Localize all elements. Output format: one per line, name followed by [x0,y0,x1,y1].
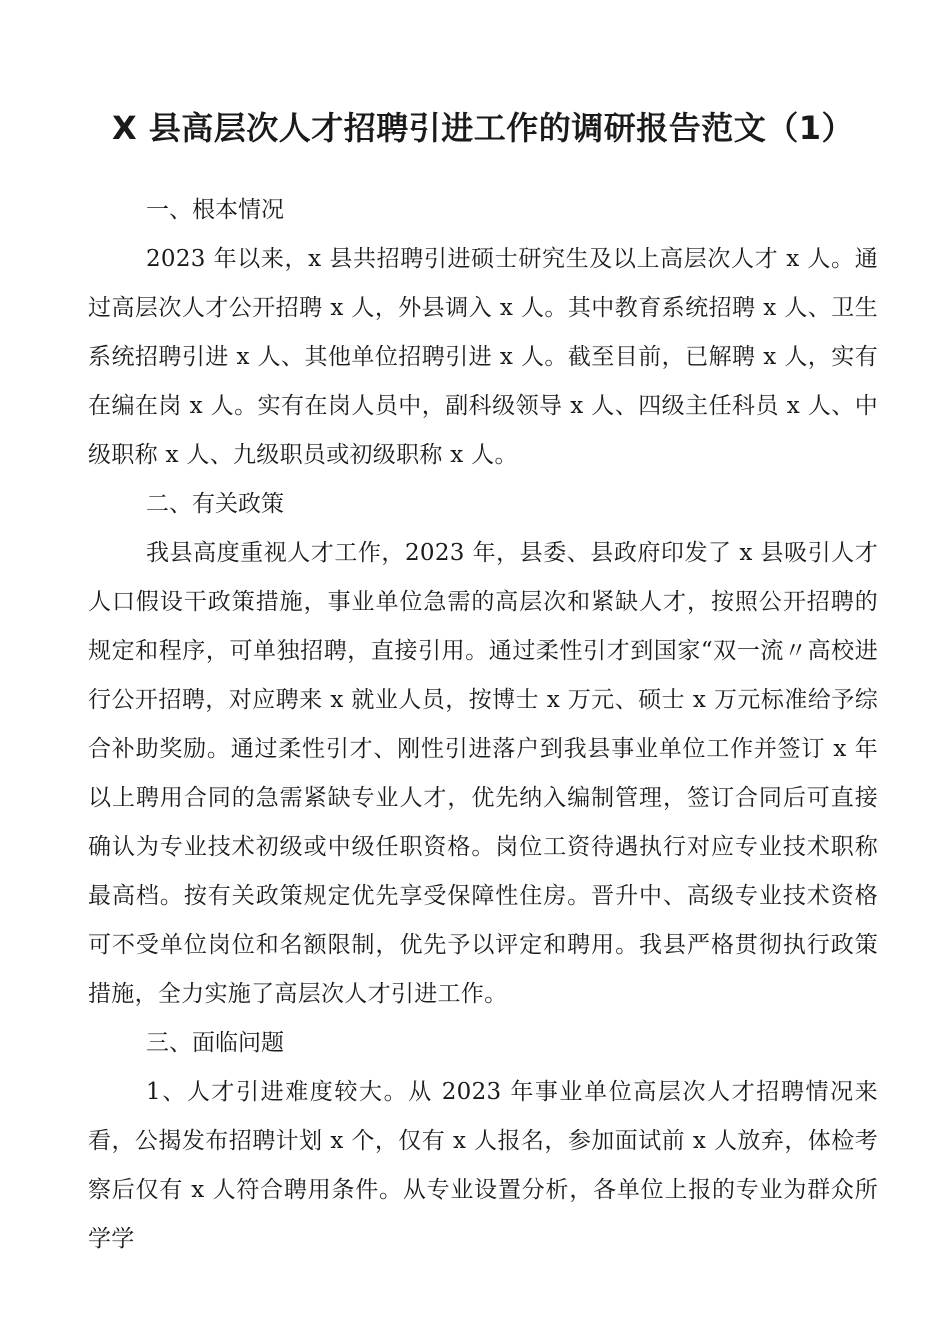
section-heading: 三、面临问题 [146,1030,284,1056]
section-heading: 一、根本情况 [146,197,284,223]
section-basic-situation [88,186,878,480]
section-heading: 二、有关政策 [146,491,284,517]
document-title: X 县高层次人才招聘引进工作的调研报告范文（1） [111,109,855,147]
paragraph: 2023 年以来，x 县共招聘引进硕士研究生及以上高层次人才 x 人。通过高层次人才公开招聘 x 人，外县调入 x 人。其中教育系统招聘 x 人、卫生系统招聘引进 x 人、其他单位招聘引进 x 人。截至目前，已解聘 x 人，实有在编在岗 x 人。实有在岗人员中，副科级领导 x 人、四级主任科员 x 人、中级职称 x 人、九级职员或初级职称 x 人。 [88,246,878,468]
section-related-policies [88,480,878,1019]
paragraph: 我县高度重视人才工作，2023 年，县委、县政府印发了 x 县吸引人才人口假设干政策措施，事业单位急需的高层次和紧缺人才，按照公开招聘的规定和程序，可单独招聘，直接引用。通过柔性引才到国家“双一流〃高校进行公开招聘，对应聘来 x 就业人员，按博士 x 万元、硕士 x 万元标准给予综合补助奖励。通过柔性引才、刚性引进落户到我县事业单位工作并签订 x 年以上聘用合同的急需紧缺专业人才，优先纳入编制管理，签订合同后可直接确认为专业技术初级或中级任职资格。岗位工资待遇执行对应专业技术职称最高档。按有关政策规定优先享受保障性住房。晋升中、高级专业技术资格可不受单位岗位和名额限制，优先予以评定和聘用。我县严格贯彻执行政策措施，全力实施了高层次人才引进工作。 [88,540,878,1007]
section-problems-faced [88,1019,878,1264]
paragraph: 1、人才引进难度较大。从 2023 年事业单位高层次人才招聘情况来看，公揭发布招聘计划 x 个，仅有 x 人报名，参加面试前 x 人放弃，体检考察后仅有 x 人符合聘用条件。从专业设置分析，各单位上报的专业为群众所学学 [88,1079,878,1252]
